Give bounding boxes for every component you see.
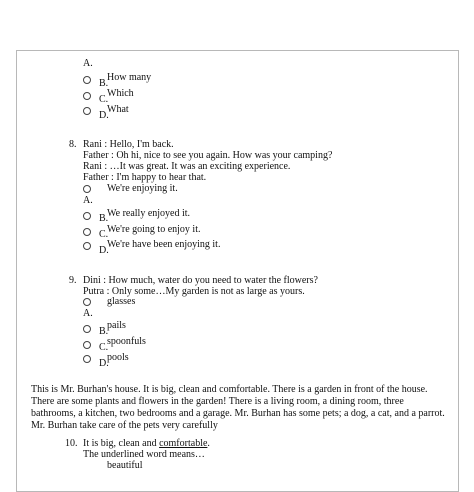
q9-option-1: glasses <box>107 296 136 307</box>
q9-letter-b: B. <box>99 326 109 337</box>
q7-radio-3[interactable] <box>83 107 91 115</box>
q8-letter-c: C. <box>99 229 109 240</box>
q10-underlined-word: comfortable <box>159 438 208 449</box>
q8-number: 8. <box>69 139 77 150</box>
q8-line-2: Father : Oh hi, nice to see you again. How was your camping? <box>83 150 333 161</box>
q7-letter-b: B. <box>99 78 109 89</box>
q8-radio-1[interactable] <box>83 185 91 193</box>
q8-option-3: We're going to enjoy it. <box>107 224 201 235</box>
q8-letter-d: D. <box>99 245 109 256</box>
q8-letter-a: A. <box>83 195 93 206</box>
q8-letter-b: B. <box>99 213 109 224</box>
q9-line-2: Putra : Only some…My garden is not as large as yours. <box>83 286 305 297</box>
q8-line-4: Father : I'm happy to hear that. <box>83 172 207 183</box>
q9-line-1: Dini : How much, water do you need to water the flowers? <box>83 275 318 286</box>
q9-radio-3[interactable] <box>83 341 91 349</box>
q8-radio-3[interactable] <box>83 228 91 236</box>
q10-number: 10. <box>65 438 78 449</box>
q9-option-2: pails <box>107 320 126 331</box>
q9-radio-4[interactable] <box>83 355 91 363</box>
q8-radio-4[interactable] <box>83 242 91 250</box>
q7-radio-2[interactable] <box>83 92 91 100</box>
q9-letter-d: D. <box>99 358 109 369</box>
q10-statement-start: It is big, clean and <box>83 438 160 449</box>
q8-option-2: We really enjoyed it. <box>107 208 191 219</box>
q8-radio-2[interactable] <box>83 212 91 220</box>
q9-option-4: pools <box>107 352 129 363</box>
q9-option-3: spoonfuls <box>107 336 146 347</box>
q10-statement-end: . <box>207 438 210 449</box>
q10-option-1: beautiful <box>107 460 143 471</box>
q8-line-3: Rani : …It was great. It was an exciting experience. <box>83 161 291 172</box>
q8-option-4: We're have been enjoying it. <box>107 239 221 250</box>
q8-line-1: Rani : Hello, I'm back. <box>83 139 174 150</box>
q7-option-3: What <box>107 104 129 115</box>
q7-radio-1[interactable] <box>83 76 91 84</box>
q7-letter-d: D. <box>99 110 109 121</box>
q9-letter-a: A. <box>83 308 93 319</box>
q7-option-2: Which <box>107 88 134 99</box>
q7-letter-a: A. <box>83 58 93 69</box>
q8-option-1: We're enjoying it. <box>107 183 178 194</box>
q9-number: 9. <box>69 275 77 286</box>
q9-radio-1[interactable] <box>83 298 91 306</box>
document-page <box>16 50 459 492</box>
q9-radio-2[interactable] <box>83 325 91 333</box>
q10-prompt: The underlined word means… <box>83 449 205 460</box>
q7-option-1: How many <box>107 72 152 83</box>
q7-letter-c: C. <box>99 94 109 105</box>
reading-passage: This is Mr. Burhan's house. It is big, clean and comfortable. There is a garden in front of the house. There are some plants and flowers in the garden! There is a living room, a dining room, three bathrooms, a kitchen, two bedrooms and a garage. Mr. Burhan has some pets; a dog, a cat, and a parrot. Mr. Burhan take care of the pets very carefully <box>31 384 445 431</box>
q9-letter-c: C. <box>99 342 109 353</box>
q10-statement <box>83 438 210 450</box>
